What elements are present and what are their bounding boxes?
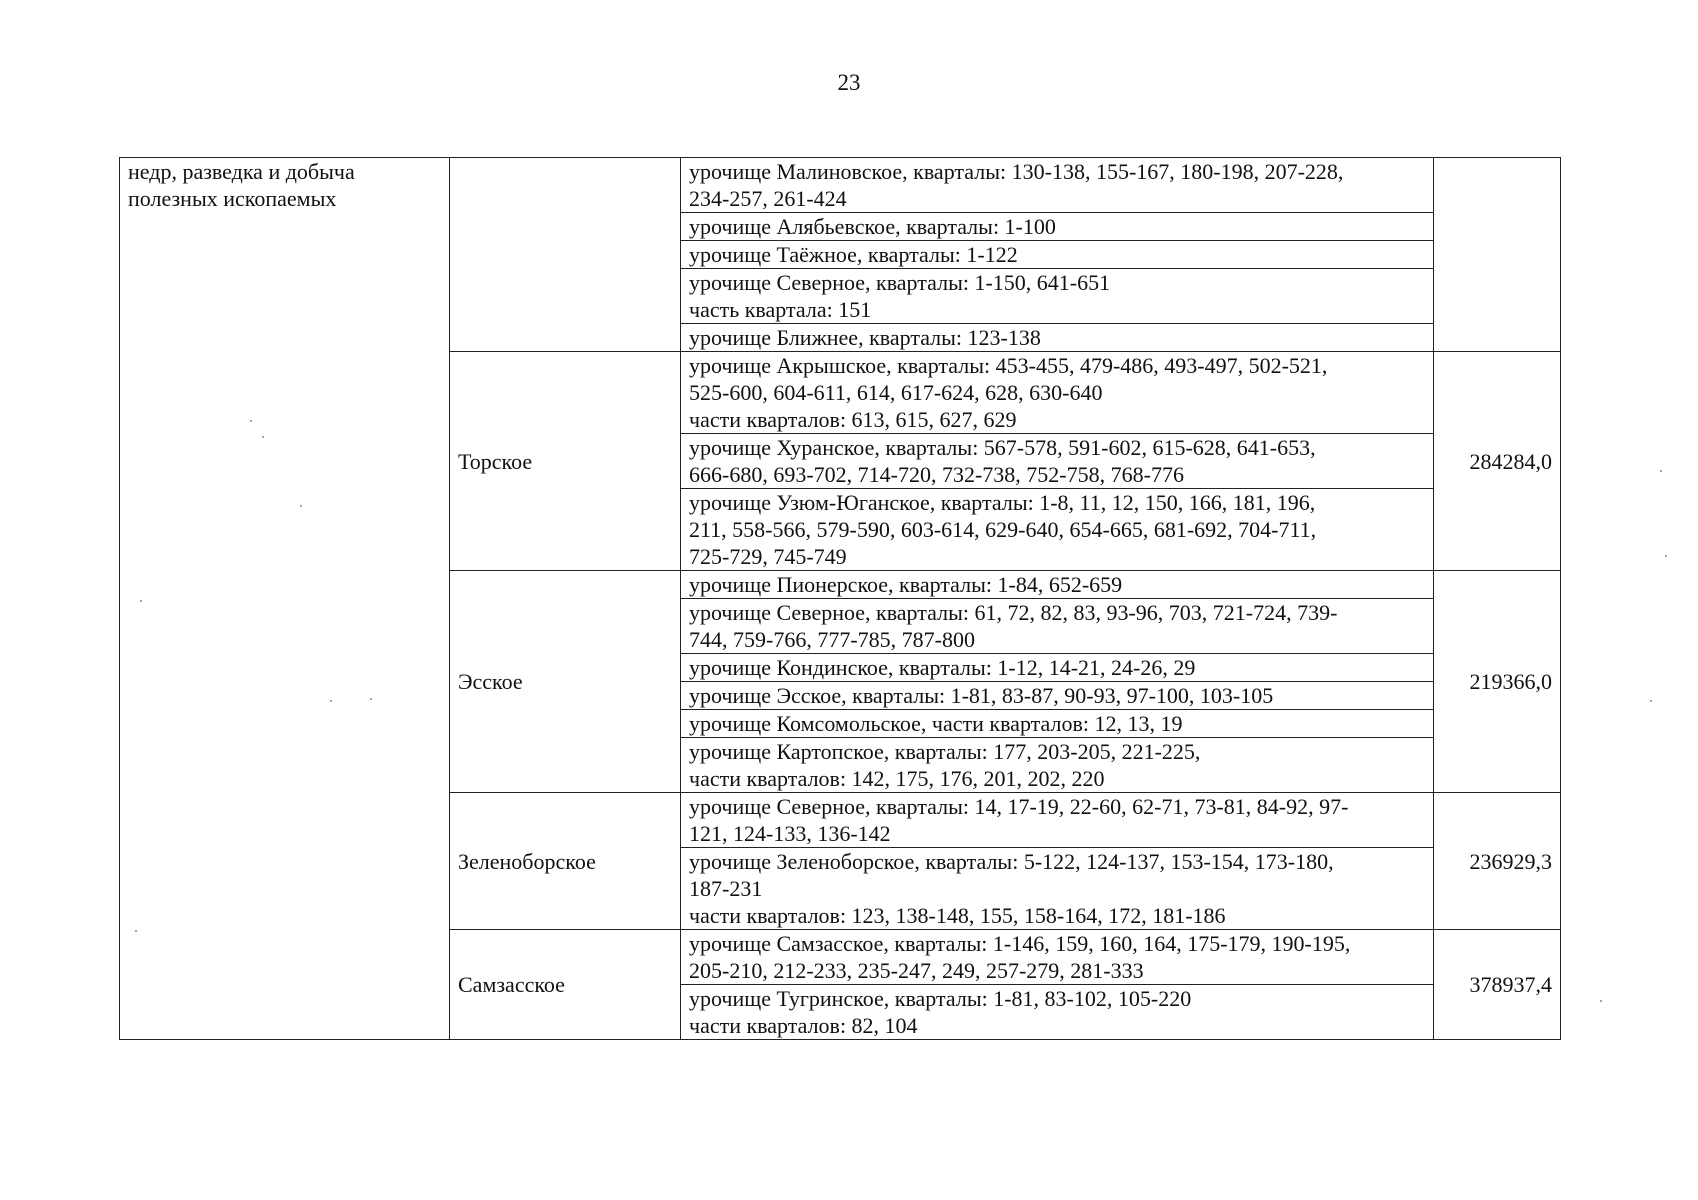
location-line: урочище Картопское, кварталы: 177, 203-205, 221-225, [689, 739, 1201, 764]
location-line: 121, 124-133, 136-142 [689, 821, 891, 846]
location-line: 205-210, 212-233, 235-247, 249, 257-279, 281-333 [689, 958, 1144, 983]
location-line: урочище Малиновское, кварталы: 130-138, 155-167, 180-198, 207-228, [689, 159, 1344, 184]
location-line: урочище Узюм-Юганское, кварталы: 1-8, 11, 12, 150, 166, 181, 196, [689, 490, 1316, 515]
location-line: 666-680, 693-702, 714-720, 732-738, 752-758, 768-776 [689, 462, 1184, 487]
location-cell [681, 738, 1434, 793]
location-line: части кварталов: 613, 615, 627, 629 [689, 407, 1017, 432]
location-line: 211, 558-566, 579-590, 603-614, 629-640, 654-665, 681-692, 704-711, [689, 517, 1317, 542]
location-line: урочище Ближнее, кварталы: 123-138 [689, 325, 1041, 350]
forestry-name-cell: Эсское [450, 571, 681, 793]
purpose-cell [120, 158, 450, 1040]
location-line: урочище Северное, кварталы: 1-150, 641-651 [689, 270, 1111, 295]
area-cell: 378937,4 [1434, 930, 1561, 1040]
location-line: урочище Северное, кварталы: 14, 17-19, 22-60, 62-71, 73-81, 84-92, 97- [689, 794, 1349, 819]
location-line: 725-729, 745-749 [689, 544, 847, 569]
location-line: урочище Зеленоборское, кварталы: 5-122, 124-137, 153-154, 173-180, [689, 849, 1334, 874]
location-line: урочище Комсомольское, части кварталов: 12, 13, 19 [689, 711, 1183, 736]
location-line: части кварталов: 142, 175, 176, 201, 202, 220 [689, 766, 1105, 791]
forestry-table-body [120, 158, 1561, 1040]
location-line: урочище Акрышское, кварталы: 453-455, 479-486, 493-497, 502-521, [689, 353, 1328, 378]
location-cell [681, 324, 1434, 352]
area-cell: 284284,0 [1434, 352, 1561, 571]
table-row [120, 158, 1561, 213]
location-line: урочище Хуранское, кварталы: 567-578, 591-602, 615-628, 641-653, [689, 435, 1316, 460]
forestry-name-cell: Торское [450, 352, 681, 571]
location-line: урочище Самзасское, кварталы: 1-146, 159, 160, 164, 175-179, 190-195, [689, 931, 1351, 956]
location-cell [681, 654, 1434, 682]
forestry-name-cell: Самзасское [450, 930, 681, 1040]
location-cell [681, 793, 1434, 848]
location-cell [681, 848, 1434, 930]
location-cell [681, 682, 1434, 710]
location-cell [681, 710, 1434, 738]
forestry-table [119, 157, 1561, 1040]
location-cell [681, 985, 1434, 1040]
location-line: урочище Эсское, кварталы: 1-81, 83-87, 90-93, 97-100, 103-105 [689, 683, 1274, 708]
area-cell: 236929,3 [1434, 793, 1561, 930]
location-cell [681, 241, 1434, 269]
location-line: 744, 759-766, 777-785, 787-800 [689, 627, 975, 652]
purpose-line: полезных ископаемых [128, 186, 337, 211]
location-line: урочище Пионерское, кварталы: 1-84, 652-659 [689, 572, 1123, 597]
location-cell [681, 489, 1434, 571]
location-cell [681, 434, 1434, 489]
location-line: урочище Северное, кварталы: 61, 72, 82, 83, 93-96, 703, 721-724, 739- [689, 600, 1338, 625]
location-line: часть квартала: 151 [689, 297, 872, 322]
location-line: 187-231 [689, 876, 763, 901]
location-line: части кварталов: 82, 104 [689, 1013, 918, 1038]
purpose-line: недр, разведка и добыча [128, 159, 355, 184]
location-cell [681, 352, 1434, 434]
location-cell [681, 158, 1434, 213]
location-line: 525-600, 604-611, 614, 617-624, 628, 630-640 [689, 380, 1103, 405]
location-line: 234-257, 261-424 [689, 186, 847, 211]
area-cell: 219366,0 [1434, 571, 1561, 793]
location-cell [681, 599, 1434, 654]
location-cell [681, 930, 1434, 985]
area-cell [1434, 158, 1561, 352]
location-line: урочище Алябьевское, кварталы: 1-100 [689, 214, 1056, 239]
location-line: части кварталов: 123, 138-148, 155, 158-164, 172, 181-186 [689, 903, 1226, 928]
location-cell [681, 571, 1434, 599]
location-line: урочище Кондинское, кварталы: 1-12, 14-21, 24-26, 29 [689, 655, 1196, 680]
location-cell [681, 213, 1434, 241]
location-line: урочище Тугринское, кварталы: 1-81, 83-102, 105-220 [689, 986, 1192, 1011]
location-cell [681, 269, 1434, 324]
forestry-name-cell: Зеленоборское [450, 793, 681, 930]
page-number: 23 [837, 70, 861, 95]
location-line: урочище Таёжное, кварталы: 1-122 [689, 242, 1018, 267]
forestry-name-cell [450, 158, 681, 352]
